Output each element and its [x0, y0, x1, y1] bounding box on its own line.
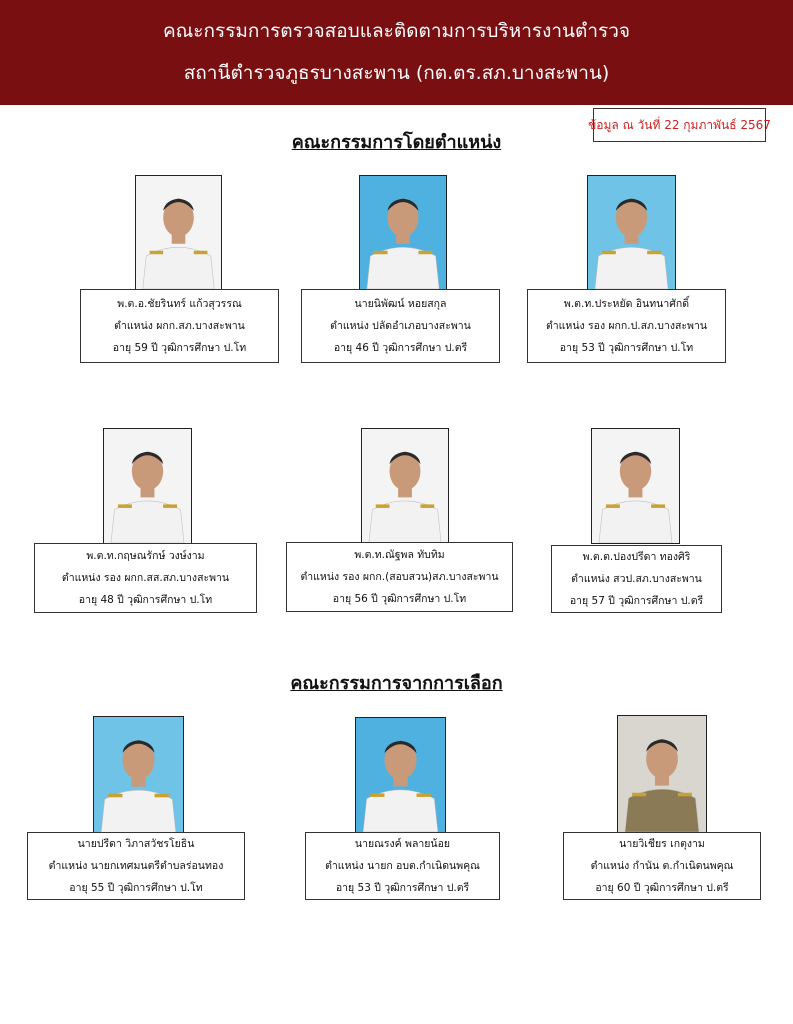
epaulette-left [606, 504, 620, 508]
member-position: ตำแหน่ง รอง ผกก.ป.สภ.บางสะพาน [545, 320, 708, 332]
epaulette-left [602, 251, 616, 254]
member-photo [93, 716, 184, 834]
epaulette-right [417, 793, 431, 797]
epaulette-right [651, 504, 665, 508]
member-position: ตำแหน่ง นายก อบต.กำเนิดนพคุณ [325, 860, 480, 872]
member-name: พ.ต.ท.ประหยัด อินทนาศักดิ์ [563, 298, 690, 310]
epaulette-left [370, 793, 384, 797]
epaulette-left [374, 251, 388, 254]
member-photo [135, 175, 222, 290]
header-banner [0, 0, 793, 105]
portrait-silhouette [104, 429, 191, 543]
member-card [305, 832, 500, 900]
member-age-education: อายุ 56 ปี วุฒิการศึกษา ป.โท [332, 593, 467, 605]
member-position: ตำแหน่ง นายกเทศมนตรีตำบลร่อนทอง [48, 860, 224, 872]
member-name: นายวิเชียร เกตุงาม [619, 838, 705, 850]
member-age-education: อายุ 46 ปี วุฒิการศึกษา ป.ตรี [333, 342, 468, 354]
member-name: นายปรีดา วิภาสวัชรโยธิน [77, 838, 195, 850]
member-position: ตำแหน่ง สวป.สภ.บางสะพาน [571, 573, 702, 585]
member-age-education: อายุ 59 ปี วุฒิการศึกษา ป.โท [112, 342, 247, 354]
epaulette-left [632, 793, 646, 797]
member-position: ตำแหน่ง ปลัดอำเภอบางสะพาน [330, 320, 471, 332]
member-name: พ.ต.ท.กฤษณรักษ์ วงษ์งาม [86, 550, 205, 562]
epaulette-left [108, 794, 122, 798]
member-card [563, 832, 761, 900]
member-age-education: อายุ 48 ปี วุฒิการศึกษา ป.โท [78, 594, 213, 606]
member-photo [103, 428, 192, 544]
epaulette-right [678, 793, 692, 797]
portrait-silhouette [360, 176, 446, 289]
page-title-line1: คณะกรรมการตรวจสอบและติดตามการบริหารงานตำรวจ [162, 20, 631, 42]
member-photo [617, 715, 707, 833]
page-title-line2: สถานีตำรวจภูธรบางสะพาน (กต.ตร.สภ.บางสะพาน) [183, 62, 610, 84]
member-position: ตำแหน่ง กำนัน ต.กำเนิดนพคุณ [590, 860, 734, 872]
member-age-education: อายุ 53 ปี วุฒิการศึกษา ป.ตรี [335, 882, 470, 894]
member-photo [355, 717, 446, 833]
member-photo [361, 428, 449, 544]
member-position: ตำแหน่ง ผกก.สภ.บางสะพาน [114, 320, 245, 332]
member-position: ตำแหน่ง รอง ผกก.(สอบสวน)สภ.บางสะพาน [300, 571, 499, 583]
epaulette-right [194, 251, 208, 254]
member-photo [359, 175, 447, 290]
member-card [301, 289, 500, 363]
epaulette-left [376, 504, 390, 508]
member-card [527, 289, 726, 363]
portrait-silhouette [136, 176, 221, 289]
member-age-education: อายุ 53 ปี วุฒิการศึกษา ป.โท [559, 342, 694, 354]
member-card [34, 543, 257, 613]
member-age-education: อายุ 57 ปี วุฒิการศึกษา ป.ตรี [569, 595, 704, 607]
epaulette-left [118, 504, 132, 508]
epaulette-right [418, 251, 432, 254]
epaulette-right [647, 251, 661, 254]
member-card [551, 545, 722, 613]
member-name: พ.ต.ต.ปองปรีดา ทองศิริ [582, 551, 691, 563]
portrait-silhouette [94, 717, 183, 833]
member-card [27, 832, 245, 900]
section-title-elected: คณะกรรมการจากการเลือก [290, 673, 503, 694]
member-card [80, 289, 279, 363]
member-name: พ.ต.ท.ณัฐพล ทับทิม [354, 549, 445, 561]
portrait-silhouette [588, 176, 675, 289]
epaulette-left [150, 251, 164, 254]
portrait-silhouette [618, 716, 706, 832]
portrait-silhouette [592, 429, 679, 543]
member-position: ตำแหน่ง รอง ผกก.สส.สภ.บางสะพาน [61, 572, 230, 584]
member-card [286, 542, 513, 612]
epaulette-right [420, 504, 434, 508]
section-title-by-position: คณะกรรมการโดยตำแหน่ง [291, 132, 502, 153]
member-age-education: อายุ 60 ปี วุฒิการศึกษา ป.ตรี [595, 882, 729, 894]
epaulette-right [163, 504, 177, 508]
member-photo [591, 428, 680, 544]
member-photo [587, 175, 676, 290]
member-name: นายนิพัฒน์ หอยสกุล [354, 298, 447, 310]
portrait-silhouette [356, 718, 445, 832]
data-date-note: ข้อมูล ณ วันที่ 22 กุมภาพันธ์ 2567 [593, 108, 766, 142]
epaulette-right [155, 794, 169, 798]
member-name: นายณรงค์ พลายน้อย [354, 838, 451, 850]
member-name: พ.ต.อ.ชัยรินทร์ แก้วสุวรรณ [117, 298, 242, 310]
member-age-education: อายุ 55 ปี วุฒิการศึกษา ป.โท [69, 882, 203, 894]
portrait-silhouette [362, 429, 448, 543]
